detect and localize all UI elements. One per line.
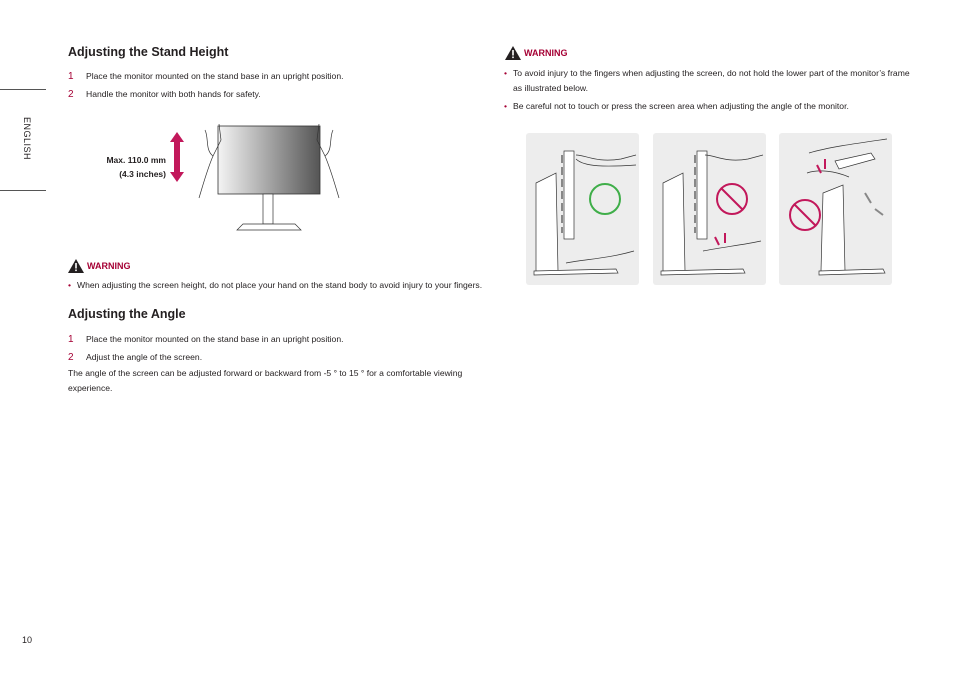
angle-warning-bullet-1 [504,66,910,96]
step-number: 1 [68,71,74,82]
angle-warning-bullet-2 [504,99,849,114]
angle-step-2 [68,352,202,363]
max-height-inches: (4.3 inches) [119,169,166,179]
bullet-text: When adjusting the screen height, do not place your hand on the stand body to avoid injury to your fingers. [77,280,483,290]
side-tab-top-line [0,89,46,90]
stand-step-1 [68,71,344,82]
angle-title: Adjusting the Angle [68,307,186,321]
step-text: Handle the monitor with both hands for safety. [86,89,261,99]
height-arrow-icon [168,132,186,182]
max-height-label [96,153,166,181]
stand-warning-bullet [68,278,483,293]
step-text: Place the monitor mounted on the stand base in an upright position. [86,71,344,81]
angle-note-line-2: experience. [68,383,113,393]
wrong-grip-illustration [653,133,766,285]
step-text: Adjust the angle of the screen. [86,352,203,362]
warning-label: WARNING [524,48,568,58]
angle-step-1 [68,334,344,345]
page-number: 10 [22,635,33,645]
bullet-dot: • [504,68,508,78]
wrong-press-illustration [779,133,892,285]
bullet-text-line-2: as illustrated below. [513,83,588,93]
stand-step-2 [68,89,261,100]
stand-warning [68,259,131,273]
bullet-dot: • [68,280,72,290]
bullet-dot: • [504,101,508,111]
angle-warning [505,46,568,60]
max-height-mm: Max. 110.0 mm [106,155,166,165]
bullet-text-line-1: To avoid injury to the fingers when adjusting the screen, do not hold the lower part of the monitor’s frame [513,68,910,78]
warning-triangle-icon [68,259,84,273]
step-text: Place the monitor mounted on the stand base in an upright position. [86,334,344,344]
angle-note [68,366,462,396]
step-number: 2 [68,89,74,100]
angle-correct-panel [526,133,639,285]
bullet-text: Be careful not to touch or press the screen area when adjusting the angle of the monitor. [513,101,849,111]
angle-note-line-1: The angle of the screen can be adjusted forward or backward from -5 ° to 15 ° for a comfortable viewing [68,368,463,378]
stand-height-title: Adjusting the Stand Height [68,45,229,59]
warning-label: WARNING [87,261,131,271]
angle-wrong-screen-press-panel [779,133,892,285]
step-number: 2 [68,352,74,363]
side-tab-bottom-line [0,190,46,191]
step-number: 1 [68,334,74,345]
correct-grip-illustration [526,133,639,285]
angle-wrong-lower-frame-panel [653,133,766,285]
warning-triangle-icon [505,46,521,60]
monitor-height-illustration [195,120,345,235]
language-label: ENGLISH [22,117,32,161]
